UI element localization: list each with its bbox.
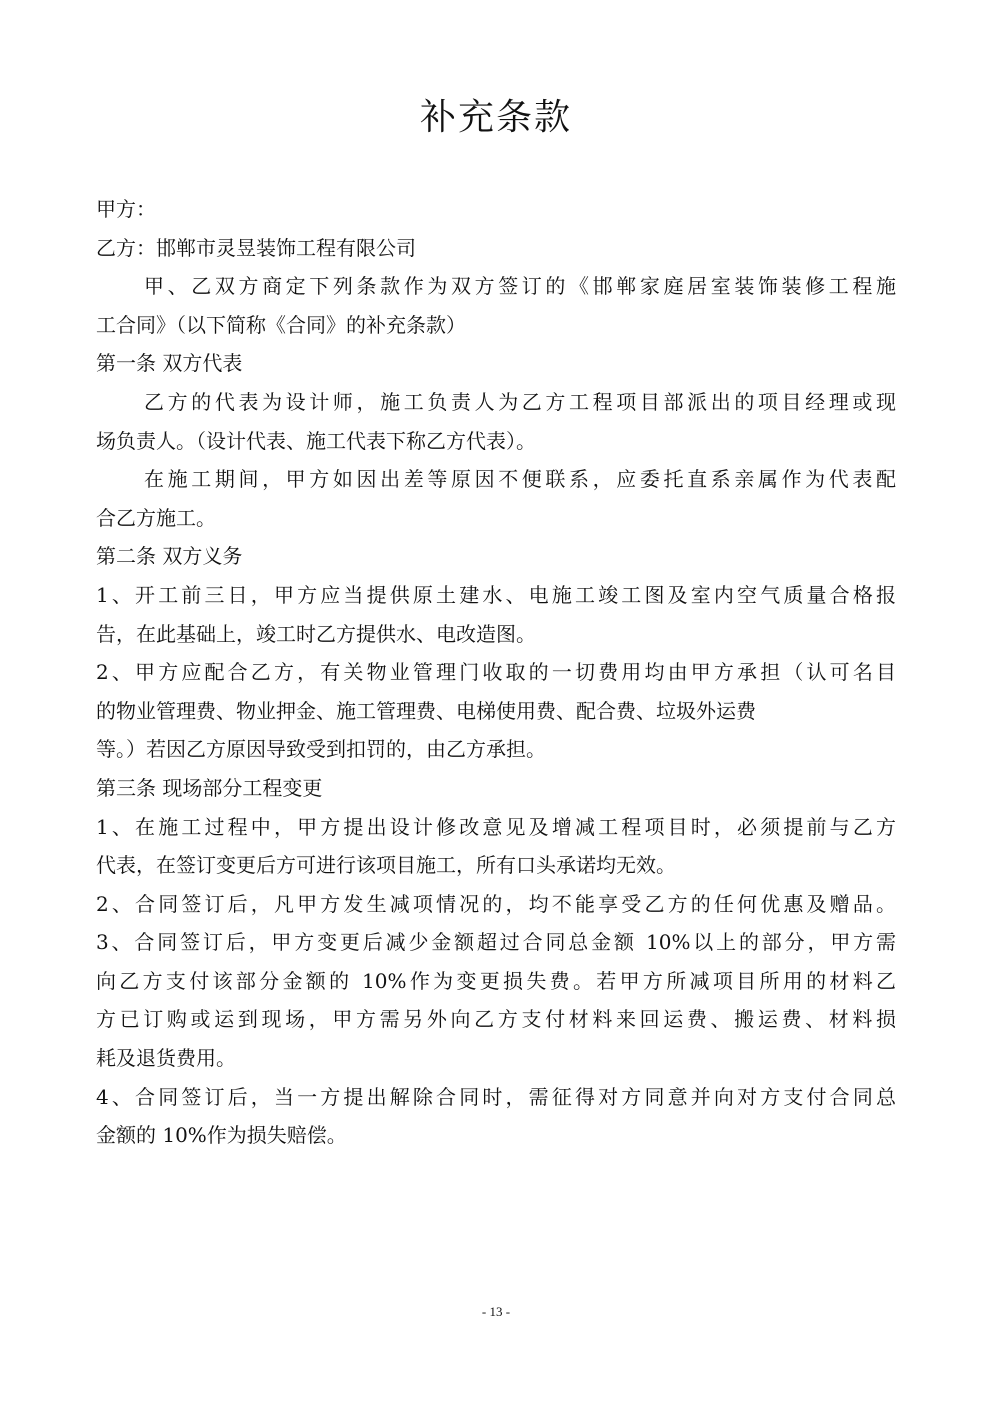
document-body: [96, 190, 896, 1155]
text-line: 2、甲方应配合乙方，有关物业管理门收取的一切费用均由甲方承担（认可名目: [96, 660, 896, 685]
text-line: 在施工期间，甲方如因出差等原因不便联系，应委托直系亲属作为代表配: [144, 467, 896, 492]
text-line: 乙方：邯郸市灵昱装饰工程有限公司: [96, 235, 416, 260]
text-line: 工合同》（以下简称《合同》的补充条款）: [96, 312, 466, 337]
text-line: 2、合同签订后，凡甲方发生减项情况的，均不能享受乙方的任何优惠及赠品。: [96, 891, 896, 916]
page-number: - 13 -: [481, 1304, 511, 1319]
text-line: 的物业管理费、物业押金、施工管理费、电梯使用费、配合费、垃圾外运费: [96, 698, 756, 723]
text-line: 第三条 现场部分工程变更: [96, 775, 323, 800]
text-line: 向乙方支付该部分金额的 10%作为变更损失费。若甲方所减项目所用的材料乙: [96, 968, 896, 993]
document-title: 补充条款: [419, 97, 572, 138]
text-line: 方已订购或运到现场，甲方需另外向乙方支付材料来回运费、搬运费、材料损: [96, 1007, 896, 1032]
text-line: 1、在施工过程中，甲方提出设计修改意见及增减工程项目时，必须提前与乙方: [96, 814, 896, 839]
text-line: 1、开工前三日，甲方应当提供原土建水、电施工竣工图及室内空气质量合格报: [96, 582, 896, 607]
text-line: 甲方：: [96, 197, 156, 221]
text-line: 甲、乙双方商定下列条款作为双方签订的《邯郸家庭居室装饰装修工程施: [144, 274, 896, 299]
text-line: 场负责人。（设计代表、施工代表下称乙方代表）。: [96, 428, 536, 453]
text-line: 金额的 10%作为损失赔偿。: [96, 1123, 347, 1148]
text-line: 等。）若因乙方原因导致受到扣罚的，由乙方承担。: [96, 737, 546, 762]
text-line: 第二条 双方义务: [96, 544, 243, 569]
text-line: 3、合同签订后，甲方变更后减少金额超过合同总金额 10%以上的部分，甲方需: [96, 930, 896, 955]
text-line: 代表，在签订变更后方可进行该项目施工，所有口头承诺均无效。: [96, 853, 676, 878]
text-line: 乙方的代表为设计师，施工负责人为乙方工程项目部派出的项目经理或现: [144, 389, 896, 414]
text-line: 合乙方施工。: [96, 505, 216, 530]
text-line: 耗及退货费用。: [96, 1046, 236, 1071]
text-line: 4、合同签订后，当一方提出解除合同时，需征得对方同意并向对方支付合同总: [96, 1084, 896, 1109]
text-line: 第一条 双方代表: [96, 351, 243, 376]
text-line: 告，在此基础上，竣工时乙方提供水、电改造图。: [96, 621, 536, 646]
